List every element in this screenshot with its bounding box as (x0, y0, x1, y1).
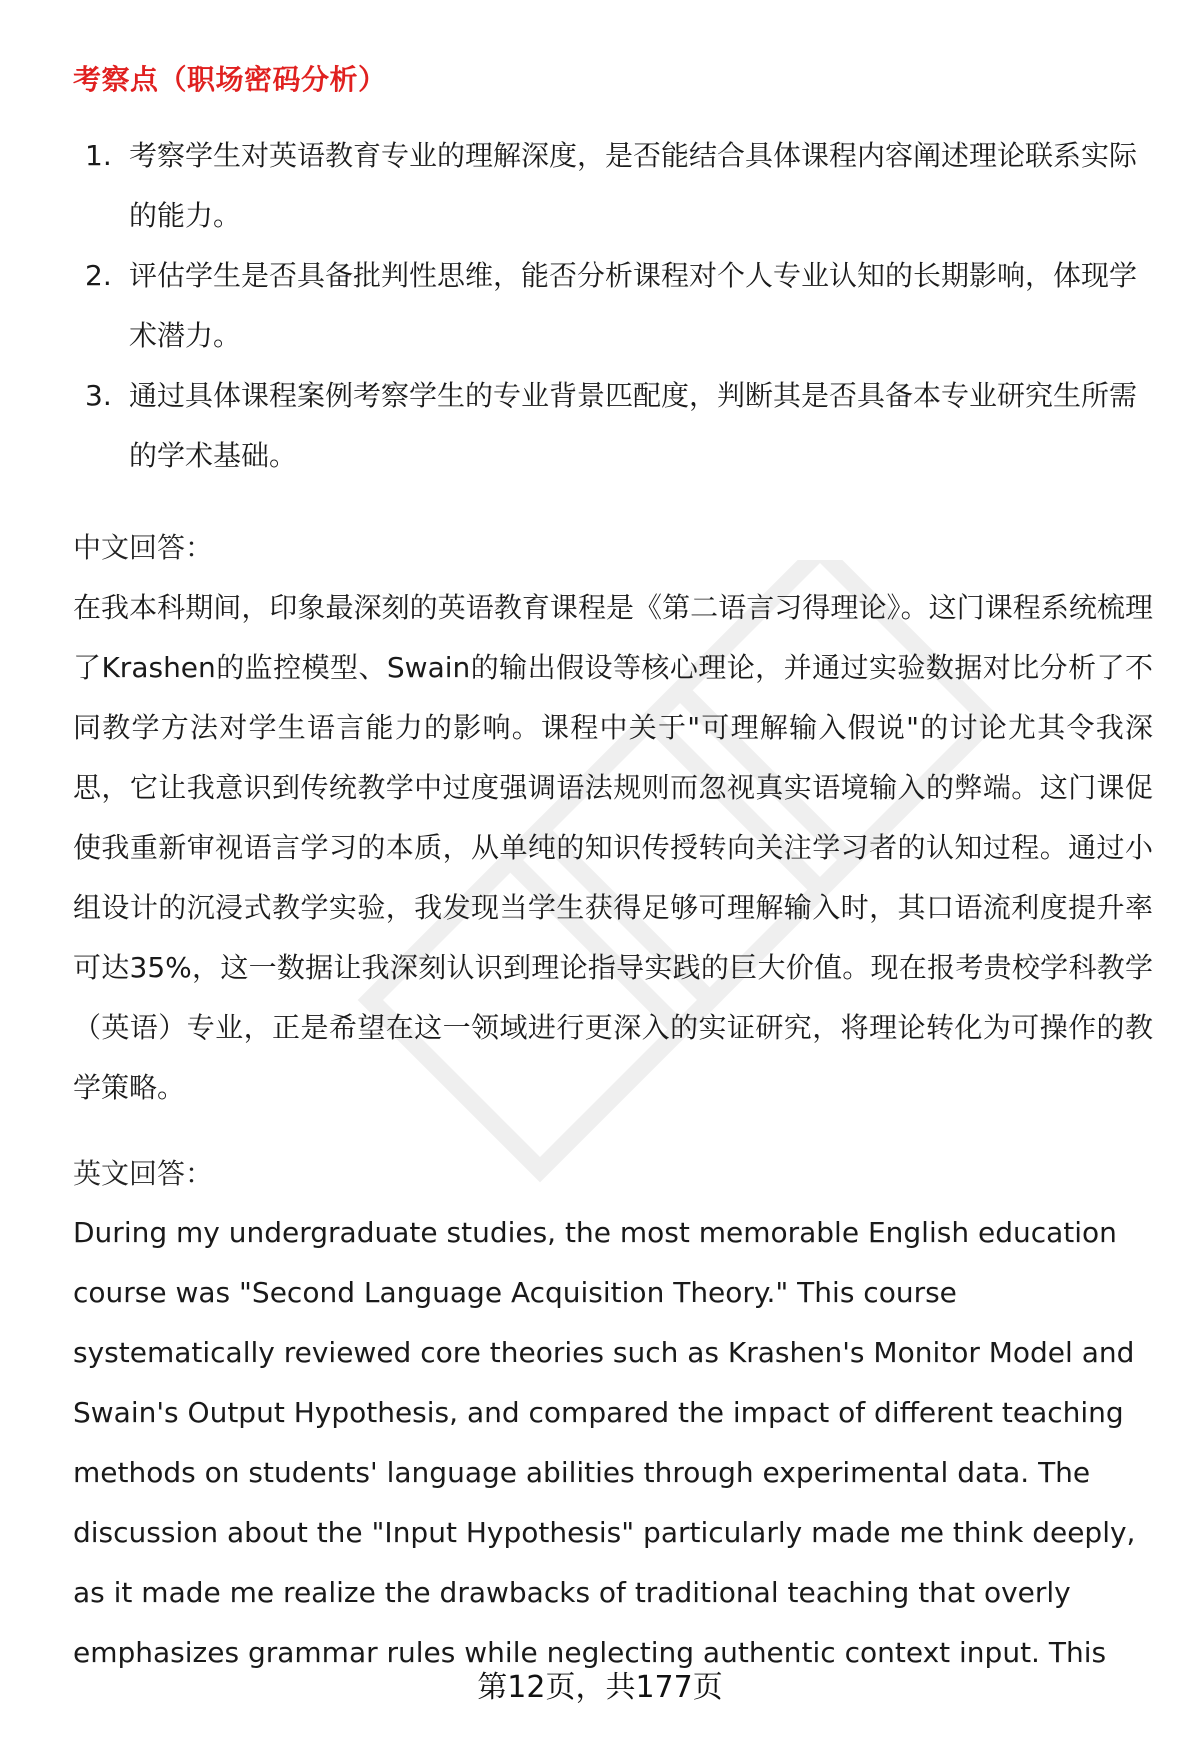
list-item-text: 通过具体课程案例考察学生的专业背景匹配度，判断其是否具备本专业研究生所需的学术基础。 (129, 379, 1138, 472)
english-answer-text: During my undergraduate studies, the most memorable English education course was "Second Language Acquisition Theory." This course systematically reviewed core theories such as Krashen's Monitor Model and Swain's Output Hypothesis, and compared the impact of different teaching methods on students' language abilities through experimental data. The discussion about the "Input Hypothesis" particularly made me think deeply, as it made me realize the drawbacks of traditional teaching that overly emphasizes grammar rules while neglecting authentic context input. This (73, 1216, 1136, 1669)
list-item-number: 2. (85, 259, 112, 292)
list-item (73, 246, 1153, 366)
list-item-text: 评估学生是否具备批判性思维，能否分析课程对个人专业认知的长期影响，体现学术潜力。 (129, 259, 1138, 352)
list-item (73, 126, 1153, 246)
assessment-points-list (73, 126, 1153, 486)
page-number: 第12页，共177页 (477, 1670, 723, 1705)
list-item-text: 考察学生对英语教育专业的理解深度，是否能结合具体课程内容阐述理论联系实际的能力。 (129, 139, 1138, 232)
chinese-answer-label: 中文回答： (73, 531, 214, 564)
list-item-number: 3. (85, 379, 112, 412)
section-title: 考察点（职场密码分析） (73, 63, 387, 96)
list-item (73, 366, 1153, 486)
list-item-number: 1. (85, 139, 112, 172)
english-answer-label: 英文回答： (73, 1157, 214, 1190)
chinese-answer-text: 在我本科期间，印象最深刻的英语教育课程是《第二语言习得理论》。这门课程系统梳理了Krashen的监控模型、Swain的输出假设等核心理论，并通过实验数据对比分析了不同教学方法对学生语言能力的影响。课程中关于"可理解输入假说"的讨论尤其令我深思，它让我意识到传统教学中过度强调语法规则而忽视真实语境输入的弊端。这门课促使我重新审视语言学习的本质，从单纯的知识传授转向关注学习者的认知过程。通过小组设计的沉浸式教学实验，我发现当学生获得足够可理解输入时，其口语流利度提升率可达35%，这一数据让我深刻认识到理论指导实践的巨大价值。现在报考贵校学科教学（英语）专业，正是希望在这一领域进行更深入的实证研究，将理论转化为可操作的教学策略。 (73, 591, 1153, 1104)
